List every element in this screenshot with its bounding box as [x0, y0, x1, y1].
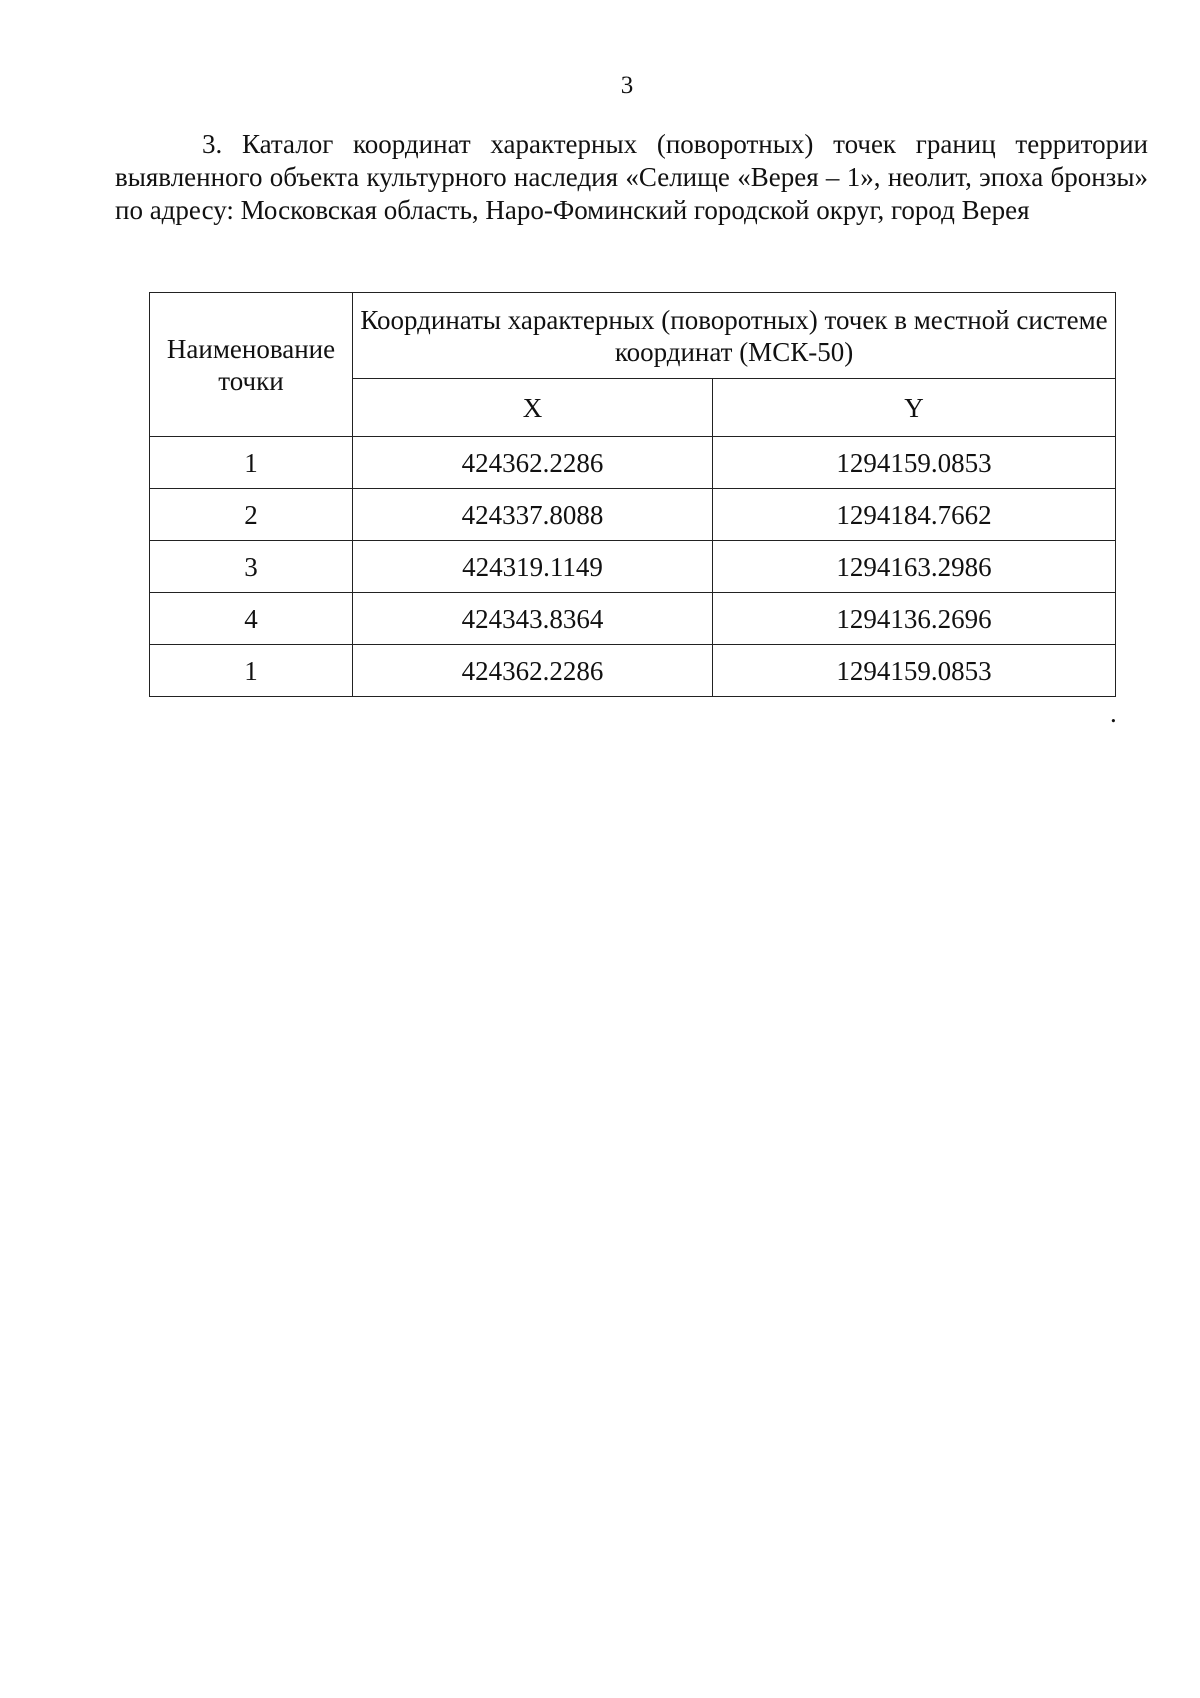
cell-y: 1294136.2696 [713, 593, 1116, 645]
table-row [150, 645, 1116, 697]
cell-x: 424362.2286 [353, 437, 713, 489]
cell-x: 424337.8088 [353, 489, 713, 541]
cell-y: 1294184.7662 [713, 489, 1116, 541]
cell-point: 1 [150, 437, 353, 489]
page-number: 3 [620, 72, 634, 99]
header-coordinates: Координаты характерных (поворотных) точек в местной системе координат (МСК-50) [353, 293, 1116, 379]
table-row [150, 489, 1116, 541]
table-row [150, 437, 1116, 489]
cell-point: 3 [150, 541, 353, 593]
cell-y: 1294163.2986 [713, 541, 1116, 593]
cell-y: 1294159.0853 [713, 437, 1116, 489]
cell-point: 1 [150, 645, 353, 697]
header-y: Y [713, 379, 1116, 437]
cell-x: 424362.2286 [353, 645, 713, 697]
table-header-row [150, 293, 1116, 379]
table-row [150, 541, 1116, 593]
table-row [150, 593, 1116, 645]
catalog-paragraph: 3. Каталог координат характерных (поворотных) точек границ территории выявленного объекта культурного наследия «Селище «Верея – 1», неолит, эпоха бронзы» по адресу: Московская область, Наро-Фоминский городской округ, город Верея [115, 129, 1148, 225]
cell-x: 424319.1149 [353, 541, 713, 593]
coordinates-table [149, 292, 1116, 697]
cell-point: 2 [150, 489, 353, 541]
trailing-mark: . [1110, 698, 1117, 728]
header-point-name: Наименование точки [150, 293, 353, 437]
header-x: X [353, 379, 713, 437]
cell-y: 1294159.0853 [713, 645, 1116, 697]
cell-x: 424343.8364 [353, 593, 713, 645]
cell-point: 4 [150, 593, 353, 645]
